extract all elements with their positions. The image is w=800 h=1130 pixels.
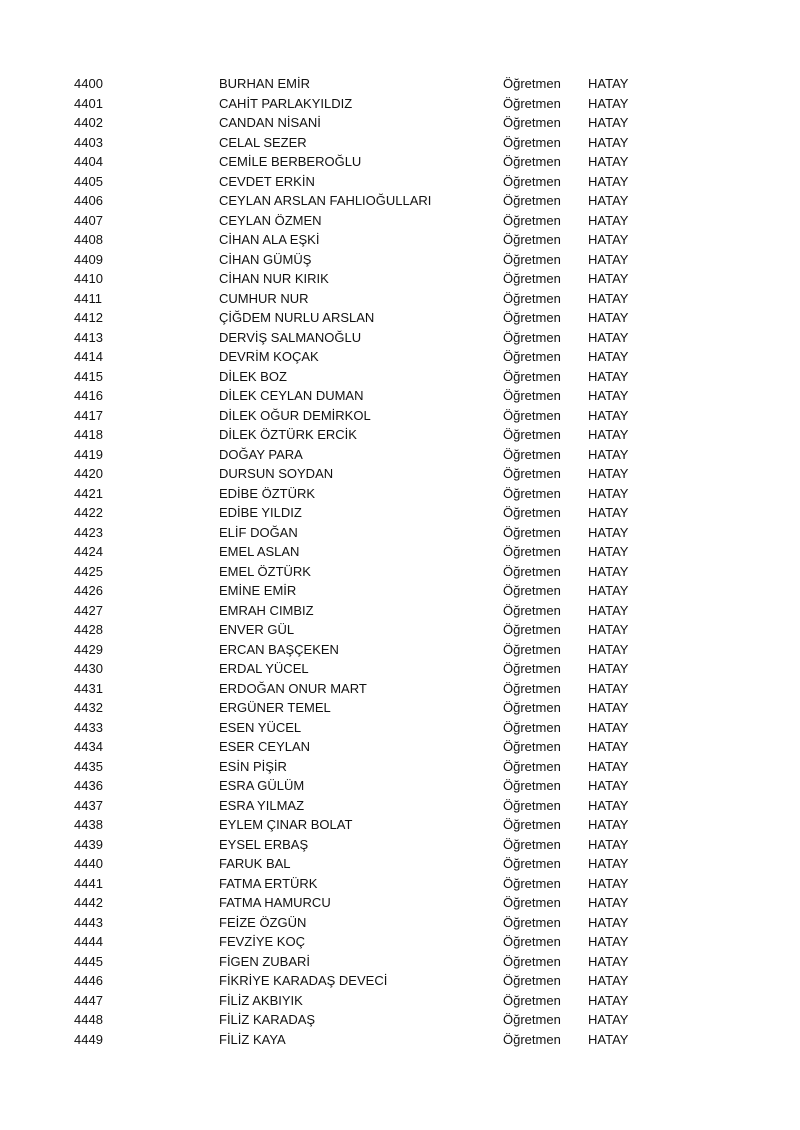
job-title: Öğretmen — [503, 797, 561, 813]
city-name: HATAY — [588, 290, 629, 306]
job-title: Öğretmen — [503, 602, 561, 618]
table-row — [74, 328, 694, 348]
row-number: 4401 — [74, 95, 103, 111]
table-row — [74, 211, 694, 231]
city-name: HATAY — [588, 134, 629, 150]
person-name: ENVER GÜL — [219, 622, 295, 637]
table-row — [74, 523, 694, 543]
job-title: Öğretmen — [503, 524, 561, 540]
person-name: FİLİZ KARADAŞ — [219, 1012, 316, 1027]
row-number: 4446 — [74, 973, 103, 988]
row-number: 4432 — [74, 700, 103, 715]
person-name: ERDOĞAN ONUR MART — [219, 680, 367, 696]
table-row — [74, 230, 694, 250]
city-name: HATAY — [588, 836, 629, 852]
table-row — [74, 913, 694, 933]
job-title: Öğretmen — [503, 154, 561, 169]
city-name: HATAY — [588, 856, 629, 871]
person-name: DİLEK CEYLAN DUMAN — [219, 388, 364, 403]
row-number: 4423 — [74, 524, 103, 540]
row-number: 4445 — [74, 953, 103, 969]
job-title: Öğretmen — [503, 505, 561, 520]
city-name: HATAY — [588, 661, 629, 676]
row-number: 4428 — [74, 622, 103, 637]
row-number: 4415 — [74, 368, 103, 384]
person-name: EYLEM ÇINAR BOLAT — [219, 817, 353, 832]
table-row — [74, 601, 694, 621]
table-row — [74, 952, 694, 972]
job-title: Öğretmen — [503, 914, 561, 930]
table-row — [74, 971, 694, 991]
city-name: HATAY — [588, 700, 629, 715]
person-name: ERDAL YÜCEL — [219, 661, 309, 676]
person-name: CAHİT PARLAKYILDIZ — [219, 95, 353, 111]
job-title: Öğretmen — [503, 310, 561, 325]
row-number: 4424 — [74, 544, 103, 559]
job-title: Öğretmen — [503, 251, 561, 267]
row-number: 4409 — [74, 251, 103, 267]
table-row — [74, 152, 694, 172]
table-row — [74, 289, 694, 309]
row-number: 4439 — [74, 836, 103, 852]
city-name: HATAY — [588, 76, 629, 91]
job-title: Öğretmen — [503, 115, 561, 130]
job-title: Öğretmen — [503, 836, 561, 852]
person-name: FİKRİYE KARADAŞ DEVECİ — [219, 973, 388, 988]
row-number: 4437 — [74, 797, 103, 813]
job-title: Öğretmen — [503, 329, 561, 345]
city-name: HATAY — [588, 622, 629, 637]
row-number: 4416 — [74, 388, 103, 403]
city-name: HATAY — [588, 271, 629, 286]
city-name: HATAY — [588, 797, 629, 813]
city-name: HATAY — [588, 524, 629, 540]
person-name: EMEL ÖZTÜRK — [219, 563, 311, 579]
table-row — [74, 796, 694, 816]
person-name: ESRA GÜLÜM — [219, 778, 305, 793]
job-title: Öğretmen — [503, 758, 561, 774]
city-name: HATAY — [588, 641, 629, 657]
person-name: CUMHUR NUR — [219, 290, 309, 306]
city-name: HATAY — [588, 973, 629, 988]
job-title: Öğretmen — [503, 349, 561, 364]
job-title: Öğretmen — [503, 1031, 561, 1047]
city-name: HATAY — [588, 329, 629, 345]
job-title: Öğretmen — [503, 875, 561, 891]
job-title: Öğretmen — [503, 934, 561, 949]
city-name: HATAY — [588, 953, 629, 969]
city-name: HATAY — [588, 1012, 629, 1027]
job-title: Öğretmen — [503, 212, 561, 228]
person-name: FATMA HAMURCU — [219, 895, 331, 910]
job-title: Öğretmen — [503, 173, 561, 189]
person-name: EMRAH CIMBIZ — [219, 602, 314, 618]
job-title: Öğretmen — [503, 817, 561, 832]
job-title: Öğretmen — [503, 466, 561, 481]
row-number: 4418 — [74, 427, 103, 442]
city-name: HATAY — [588, 310, 629, 325]
person-name: FEİZE ÖZGÜN — [219, 914, 307, 930]
table-row — [74, 757, 694, 777]
person-name: CANDAN NİSANİ — [219, 115, 321, 130]
city-name: HATAY — [588, 505, 629, 520]
row-number: 4422 — [74, 505, 103, 520]
row-number: 4410 — [74, 271, 103, 286]
table-row — [74, 113, 694, 133]
person-name: DERVİŞ SALMANOĞLU — [219, 329, 362, 345]
row-number: 4420 — [74, 466, 103, 481]
job-title: Öğretmen — [503, 193, 561, 208]
row-number: 4403 — [74, 134, 103, 150]
job-title: Öğretmen — [503, 622, 561, 637]
job-title: Öğretmen — [503, 544, 561, 559]
person-name: EYSEL ERBAŞ — [219, 836, 309, 852]
person-name: CELAL SEZER — [219, 134, 307, 150]
person-name: ESİN PİŞİR — [219, 758, 287, 774]
person-name: EDİBE YILDIZ — [219, 505, 302, 520]
city-name: HATAY — [588, 895, 629, 910]
job-title: Öğretmen — [503, 680, 561, 696]
job-title: Öğretmen — [503, 134, 561, 150]
city-name: HATAY — [588, 368, 629, 384]
city-name: HATAY — [588, 778, 629, 793]
city-name: HATAY — [588, 680, 629, 696]
table-row — [74, 562, 694, 582]
person-name: CEVDET ERKİN — [219, 173, 315, 189]
table-row — [74, 464, 694, 484]
person-name: DURSUN SOYDAN — [219, 466, 334, 481]
city-name: HATAY — [588, 544, 629, 559]
job-title: Öğretmen — [503, 895, 561, 910]
table-row — [74, 406, 694, 426]
row-number: 4417 — [74, 407, 103, 423]
row-number: 4411 — [74, 290, 102, 306]
person-name: CİHAN NUR KIRIK — [219, 271, 329, 286]
job-title: Öğretmen — [503, 563, 561, 579]
table-row — [74, 698, 694, 718]
table-row — [74, 581, 694, 601]
person-name: ÇİĞDEM NURLU ARSLAN — [219, 310, 375, 325]
table-row — [74, 659, 694, 679]
row-number: 4440 — [74, 856, 103, 871]
row-number: 4431 — [74, 680, 103, 696]
row-number: 4435 — [74, 758, 103, 774]
row-number: 4407 — [74, 212, 103, 228]
row-number: 4448 — [74, 1012, 103, 1027]
row-number: 4449 — [74, 1031, 103, 1047]
person-name: EMİNE EMİR — [219, 583, 297, 598]
person-name: FARUK BAL — [219, 856, 291, 871]
person-name: FATMA ERTÜRK — [219, 875, 318, 891]
table-row — [74, 991, 694, 1011]
table-row — [74, 367, 694, 387]
table-row — [74, 484, 694, 504]
job-title: Öğretmen — [503, 76, 561, 91]
table-row — [74, 640, 694, 660]
teacher-list-table — [74, 74, 694, 1049]
job-title: Öğretmen — [503, 407, 561, 423]
city-name: HATAY — [588, 154, 629, 169]
person-name: ERCAN BAŞÇEKEN — [219, 641, 339, 657]
person-name: CEYLAN ARSLAN FAHLIOĞULLARI — [219, 193, 432, 208]
row-number: 4406 — [74, 193, 103, 208]
table-row — [74, 425, 694, 445]
row-number: 4414 — [74, 349, 103, 364]
person-name: DOĞAY PARA — [219, 446, 303, 462]
person-name: CİHAN ALA EŞKİ — [219, 232, 320, 247]
row-number: 4447 — [74, 992, 103, 1008]
job-title: Öğretmen — [503, 973, 561, 988]
row-number: 4405 — [74, 173, 103, 189]
city-name: HATAY — [588, 758, 629, 774]
city-name: HATAY — [588, 407, 629, 423]
person-name: FEVZİYE KOÇ — [219, 934, 305, 949]
city-name: HATAY — [588, 251, 629, 267]
job-title: Öğretmen — [503, 290, 561, 306]
person-name: CEYLAN ÖZMEN — [219, 212, 322, 228]
city-name: HATAY — [588, 173, 629, 189]
city-name: HATAY — [588, 914, 629, 930]
city-name: HATAY — [588, 427, 629, 442]
city-name: HATAY — [588, 1031, 629, 1047]
job-title: Öğretmen — [503, 700, 561, 715]
table-row — [74, 718, 694, 738]
table-row — [74, 835, 694, 855]
table-row — [74, 347, 694, 367]
table-row — [74, 893, 694, 913]
city-name: HATAY — [588, 563, 629, 579]
job-title: Öğretmen — [503, 368, 561, 384]
city-name: HATAY — [588, 446, 629, 462]
table-row — [74, 172, 694, 192]
row-number: 4427 — [74, 602, 103, 618]
table-row — [74, 874, 694, 894]
job-title: Öğretmen — [503, 446, 561, 462]
table-row — [74, 776, 694, 796]
row-number: 4441 — [74, 875, 103, 891]
table-row — [74, 74, 694, 94]
city-name: HATAY — [588, 992, 629, 1008]
row-number: 4404 — [74, 154, 103, 169]
person-name: EMEL ASLAN — [219, 544, 300, 559]
table-row — [74, 620, 694, 640]
job-title: Öğretmen — [503, 992, 561, 1008]
table-row — [74, 1010, 694, 1030]
city-name: HATAY — [588, 466, 629, 481]
job-title: Öğretmen — [503, 661, 561, 676]
row-number: 4400 — [74, 76, 103, 91]
city-name: HATAY — [588, 95, 629, 111]
table-row — [74, 542, 694, 562]
job-title: Öğretmen — [503, 719, 561, 735]
row-number: 4429 — [74, 641, 103, 657]
person-name: EDİBE ÖZTÜRK — [219, 485, 316, 501]
person-name: DİLEK OĞUR DEMİRKOL — [219, 407, 371, 423]
row-number: 4421 — [74, 485, 103, 501]
city-name: HATAY — [588, 739, 629, 754]
city-name: HATAY — [588, 817, 629, 832]
city-name: HATAY — [588, 349, 629, 364]
row-number: 4408 — [74, 232, 103, 247]
city-name: HATAY — [588, 875, 629, 891]
table-row — [74, 1030, 694, 1050]
city-name: HATAY — [588, 934, 629, 949]
city-name: HATAY — [588, 602, 629, 618]
city-name: HATAY — [588, 212, 629, 228]
person-name: ELİF DOĞAN — [219, 524, 298, 540]
job-title: Öğretmen — [503, 485, 561, 501]
table-row — [74, 737, 694, 757]
table-row — [74, 250, 694, 270]
row-number: 4413 — [74, 329, 103, 345]
city-name: HATAY — [588, 485, 629, 501]
row-number: 4419 — [74, 446, 103, 462]
table-row — [74, 386, 694, 406]
row-number: 4436 — [74, 778, 103, 793]
job-title: Öğretmen — [503, 583, 561, 598]
table-row — [74, 815, 694, 835]
table-row — [74, 94, 694, 114]
job-title: Öğretmen — [503, 953, 561, 969]
person-name: CEMİLE BERBEROĞLU — [219, 154, 362, 169]
table-row — [74, 679, 694, 699]
row-number: 4444 — [74, 934, 103, 949]
person-name: DİLEK BOZ — [219, 368, 287, 384]
job-title: Öğretmen — [503, 856, 561, 871]
row-number: 4402 — [74, 115, 103, 130]
job-title: Öğretmen — [503, 95, 561, 111]
person-name: FİGEN ZUBARİ — [219, 953, 311, 969]
person-name: ESRA YILMAZ — [219, 797, 305, 813]
person-name: ESEN YÜCEL — [219, 719, 302, 735]
person-name: CİHAN GÜMÜŞ — [219, 251, 312, 267]
table-row — [74, 191, 694, 211]
person-name: ERGÜNER TEMEL — [219, 700, 331, 715]
table-row — [74, 932, 694, 952]
person-name: DEVRİM KOÇAK — [219, 349, 319, 364]
job-title: Öğretmen — [503, 232, 561, 247]
job-title: Öğretmen — [503, 739, 561, 754]
row-number: 4438 — [74, 817, 103, 832]
job-title: Öğretmen — [503, 778, 561, 793]
city-name: HATAY — [588, 115, 629, 130]
table-row — [74, 269, 694, 289]
job-title: Öğretmen — [503, 641, 561, 657]
person-name: ESER CEYLAN — [219, 739, 311, 754]
table-row — [74, 308, 694, 328]
row-number: 4442 — [74, 895, 103, 910]
job-title: Öğretmen — [503, 427, 561, 442]
table-row — [74, 133, 694, 153]
city-name: HATAY — [588, 193, 629, 208]
job-title: Öğretmen — [503, 1012, 561, 1027]
city-name: HATAY — [588, 719, 629, 735]
person-name: FİLİZ KAYA — [219, 1031, 286, 1047]
table-row — [74, 445, 694, 465]
row-number: 4425 — [74, 563, 103, 579]
job-title: Öğretmen — [503, 271, 561, 286]
row-number: 4433 — [74, 719, 103, 735]
row-number: 4430 — [74, 661, 103, 676]
row-number: 4434 — [74, 739, 103, 754]
city-name: HATAY — [588, 232, 629, 247]
person-name: DİLEK ÖZTÜRK ERCİK — [219, 427, 357, 442]
row-number: 4443 — [74, 914, 103, 930]
city-name: HATAY — [588, 388, 629, 403]
city-name: HATAY — [588, 583, 629, 598]
job-title: Öğretmen — [503, 388, 561, 403]
row-number: 4412 — [74, 310, 103, 325]
person-name: BURHAN EMİR — [219, 76, 311, 91]
person-name: FİLİZ AKBIYIK — [219, 992, 303, 1008]
row-number: 4426 — [74, 583, 103, 598]
table-row — [74, 854, 694, 874]
table-row — [74, 503, 694, 523]
